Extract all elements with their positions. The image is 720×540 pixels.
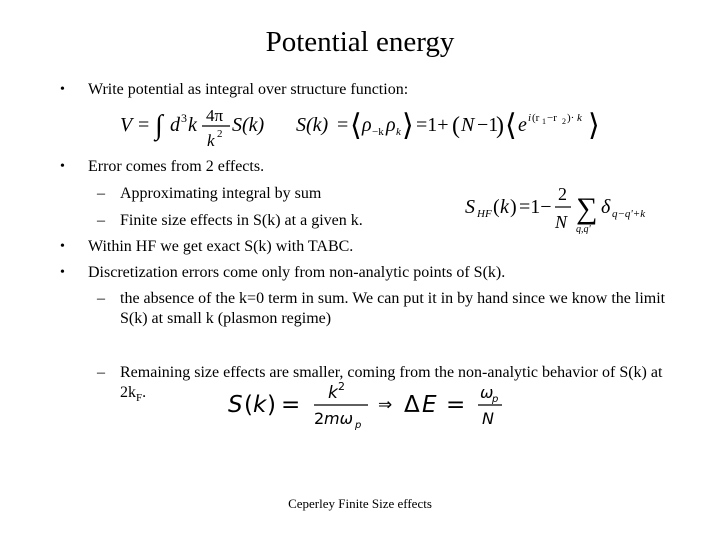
svg-text:(: ( bbox=[493, 196, 500, 218]
svg-text:HF: HF bbox=[477, 208, 492, 220]
svg-text:V: V bbox=[120, 114, 133, 136]
kf-period: . bbox=[142, 384, 147, 401]
svg-text:=1−: =1− bbox=[519, 196, 552, 218]
svg-text:⟨: ⟨ bbox=[350, 109, 362, 142]
bullet-marker: • bbox=[60, 159, 65, 174]
remaining-size-text: Remaining size effects are smaller, coming from the non-analytic behavior of S(k) at 2k bbox=[120, 364, 663, 401]
subbullet-finite-size: Finite size effects in S(k) at a given k. bbox=[120, 212, 363, 229]
kf-subscript: F bbox=[136, 392, 143, 405]
slide-footer: Ceperley Finite Size effects bbox=[288, 496, 432, 511]
bullet-marker: • bbox=[60, 82, 65, 97]
svg-text:⟩: ⟩ bbox=[588, 109, 600, 142]
svg-text:S(k): S(k) bbox=[296, 114, 329, 136]
subbullet-k0-term: the absence of the k=0 term in sum. We can put it in by hand since we know the limit S(k) at small k (plasmon regime) bbox=[120, 290, 666, 327]
subbullet-marker: – bbox=[97, 185, 105, 202]
subbullet-approximating: Approximating integral by sum bbox=[120, 185, 322, 202]
svg-text:k: k bbox=[328, 383, 338, 403]
svg-text:): ) bbox=[510, 196, 517, 218]
svg-text:=: = bbox=[138, 114, 150, 136]
svg-text:k: k bbox=[577, 112, 582, 124]
svg-text:⇒: ⇒ bbox=[378, 395, 393, 415]
svg-text:=: = bbox=[281, 392, 301, 418]
svg-text:q−q'+k: q−q'+k bbox=[612, 208, 646, 220]
svg-text:2: 2 bbox=[217, 128, 223, 140]
svg-text:p: p bbox=[492, 394, 499, 405]
bullet-write-potential: Write potential as integral over structure function: bbox=[88, 81, 409, 98]
svg-text:=: = bbox=[446, 392, 466, 418]
svg-text:k: k bbox=[207, 131, 215, 150]
svg-text:ρ: ρ bbox=[386, 114, 396, 136]
slide-title: Potential energy bbox=[265, 26, 455, 58]
svg-text:=: = bbox=[337, 114, 349, 136]
bullet-hf-exact: Within HF we get exact S(k) with TABC. bbox=[88, 238, 354, 255]
svg-text:2: 2 bbox=[558, 184, 567, 204]
svg-text:(: ( bbox=[452, 113, 460, 139]
svg-text:E: E bbox=[422, 392, 437, 418]
plasmon-limit-equation bbox=[226, 378, 508, 430]
subbullet-marker: – bbox=[97, 364, 105, 381]
svg-text:−k: −k bbox=[372, 126, 384, 138]
svg-text:k: k bbox=[253, 392, 267, 418]
bullet-marker: • bbox=[60, 265, 65, 280]
svg-text:N: N bbox=[461, 114, 475, 136]
subbullet-marker: – bbox=[97, 290, 105, 307]
svg-text:2: 2 bbox=[562, 117, 566, 126]
svg-text:=1+: =1+ bbox=[416, 114, 449, 136]
svg-text:(r: (r bbox=[532, 112, 540, 124]
svg-text:(: ( bbox=[244, 392, 253, 418]
svg-text:k: k bbox=[396, 126, 401, 138]
svg-text:2: 2 bbox=[314, 409, 325, 428]
svg-text:N: N bbox=[555, 212, 568, 232]
svg-text:−1: −1 bbox=[477, 114, 499, 136]
subbullet-marker: – bbox=[97, 212, 105, 229]
bullet-marker: • bbox=[60, 239, 65, 254]
svg-text:N: N bbox=[482, 409, 494, 428]
svg-text:4π: 4π bbox=[206, 106, 224, 125]
svg-text:): ) bbox=[267, 392, 276, 418]
svg-text:∫: ∫ bbox=[155, 110, 163, 141]
svg-text:−r: −r bbox=[547, 112, 557, 124]
svg-text:ρ: ρ bbox=[362, 114, 372, 136]
svg-text:k: k bbox=[500, 196, 509, 218]
svg-text:)·: )· bbox=[567, 112, 575, 124]
svg-text:p: p bbox=[355, 420, 362, 430]
svg-text:3: 3 bbox=[181, 111, 187, 125]
bullet-discretization: Discretization errors come only from non-analytic points of S(k). bbox=[88, 264, 506, 281]
svg-text:mω: mω bbox=[324, 409, 353, 428]
svg-text:⟨: ⟨ bbox=[505, 109, 517, 142]
svg-text:δ: δ bbox=[601, 196, 611, 218]
svg-text:S: S bbox=[465, 196, 475, 218]
svg-text:S(k): S(k) bbox=[232, 114, 265, 136]
svg-text:Δ: Δ bbox=[404, 392, 420, 418]
svg-text:q,q': q,q' bbox=[576, 224, 591, 234]
svg-text:S: S bbox=[228, 392, 243, 418]
bullet-error-effects: Error comes from 2 effects. bbox=[88, 158, 265, 175]
svg-text:∑: ∑ bbox=[576, 192, 598, 225]
svg-text:k: k bbox=[188, 114, 197, 136]
svg-text:d: d bbox=[170, 114, 180, 136]
hf-structure-function-equation bbox=[463, 178, 673, 234]
svg-text:i: i bbox=[528, 112, 532, 124]
svg-text:ω: ω bbox=[480, 383, 494, 402]
svg-text:1: 1 bbox=[542, 117, 546, 126]
svg-text:⟩: ⟩ bbox=[402, 109, 414, 142]
svg-text:2: 2 bbox=[338, 380, 345, 393]
potential-integral-equation bbox=[118, 100, 608, 150]
svg-text:): ) bbox=[496, 113, 504, 139]
svg-text:e: e bbox=[518, 114, 527, 136]
